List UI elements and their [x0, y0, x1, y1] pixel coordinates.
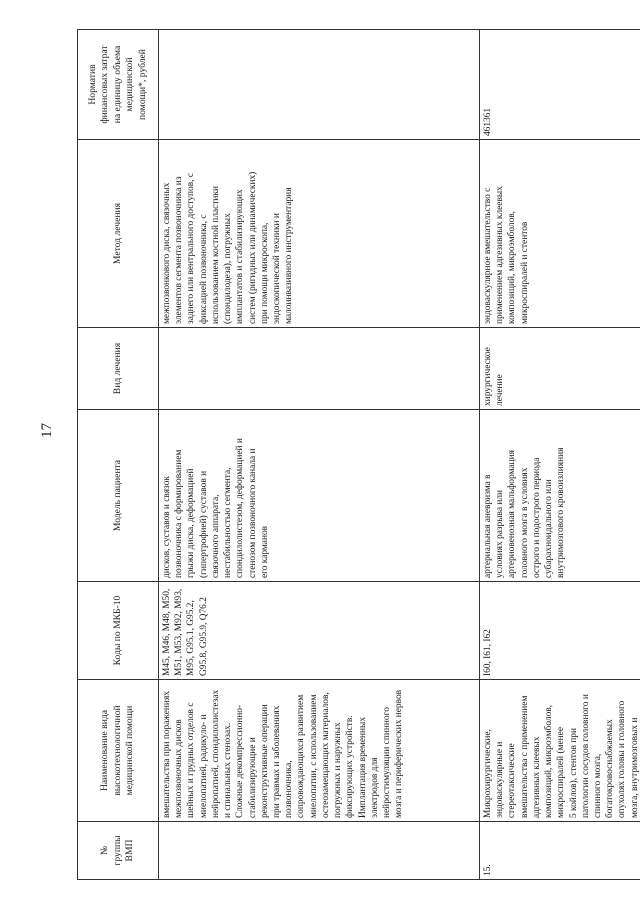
row-cost-norm: 461361	[480, 30, 640, 140]
row-group-number	[159, 822, 480, 880]
vmp-table	[77, 29, 640, 880]
row-group-number: 15.	[480, 822, 640, 880]
row-care-type-name: вмешательства при поражениях межпозвоночных дисков шейных и грудных отделов с миелопатией, радикуло- и нейропатией, спондилолистезах и спинальных стенозах. Сложные декомпрессионно- стабилизирующие и реконструктивные операции при травмах и заболеваниях позвоночника, сопровождающихся развитием миелопатии, с использованием остеозамещающих материалов, погружных и наружных фиксирующих устройств. Имплантация временных электродов для нейростимуляции спинного мозга и периферических нервов	[159, 680, 480, 822]
row-treatment-method: межпозвонкового диска, связочных элементов сегмента позвоночника из заднего или вентрального доступов, с фиксацией позвоночника, с использованием костной пластики (спондилодеза), погружных имплантатов и стабилизирующих систем (ригидных или динамических) при помощи микроскопа, эндоскопической техники и малоинвазивного инструментария	[159, 140, 480, 328]
header-cost-norm: Норматив финансовых затрат на единицу объема медицинской помощи*, рублей	[78, 30, 159, 140]
header-treatment-method: Метод лечения	[78, 140, 159, 328]
header-patient-model: Модель пациента	[78, 410, 159, 582]
row-treatment-type: хирургическое лечение	[480, 328, 640, 410]
row-icd10-codes: I60, I61, I62	[480, 582, 640, 680]
table-row	[480, 30, 640, 880]
page-number: 17	[39, 423, 55, 438]
header-group-number: № группы ВМП	[78, 822, 159, 880]
header-treatment-type: Вид лечения	[78, 328, 159, 410]
row-patient-model: дисков, суставов и связок позвоночника с формированием грыжи диска, деформацией (гипертрофией) суставов и связочного аппарата, нестабильностью сегмента, спондилолистезом, деформацией и стенозом позвоночного канала и его карманов	[159, 410, 480, 582]
table-row	[159, 30, 480, 880]
row-patient-model: артериальная аневризма в условиях разрыва или артериовенозная мальформация головного мозга в условиях острого и подострого периода субарахноидального или внутримозгового кровоизлияния	[480, 410, 640, 582]
row-treatment-type	[159, 328, 480, 410]
rotated-table-container	[77, 30, 640, 880]
row-care-type-name: Микрохирургические, эндоваскулярные и стереотаксические вмешательства с применением адгезивных клеевых композиций, микроэмболов, микроспиралей (менее 5 койлов), стентов при патологии сосудов головного и спинного мозга, богатокровоснабжаемых опухолях головы и головного мозга, внутримозговых и	[480, 680, 640, 822]
row-icd10-codes: M45, M46, M48, M50, M51, M53, M92, M93, M95, G95.1, G95.2, G95.8, G95.9, Q76.2	[159, 582, 480, 680]
header-care-type-name: Наименование вида высокотехнологичной медицинской помощи	[78, 680, 159, 822]
row-treatment-method: эндоваскулярное вмешательство с применением адгезивных клеевых композиций, микроэмболов, микроспиралей и стентов	[480, 140, 640, 328]
table-header-row	[78, 30, 159, 880]
row-cost-norm	[159, 30, 480, 140]
header-icd10-codes: Коды по МКБ-10	[78, 582, 159, 680]
